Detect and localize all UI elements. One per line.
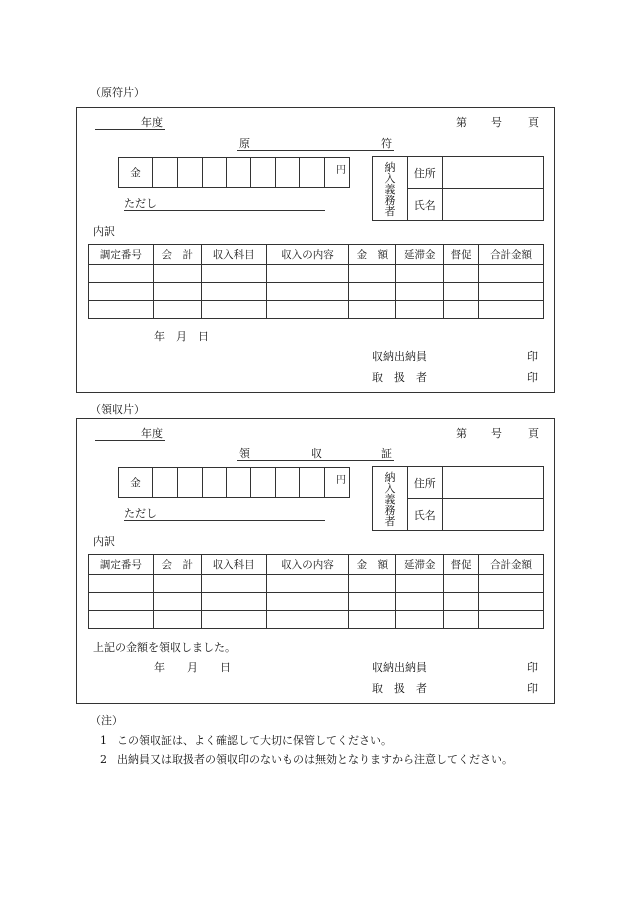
amount-digit[interactable]	[202, 158, 226, 188]
tadashi-label: ただし	[124, 197, 157, 210]
table-cell[interactable]	[266, 301, 349, 319]
col-header: 延滞金	[396, 555, 444, 575]
table-cell[interactable]	[444, 611, 479, 629]
payer-label: 納入義務者	[384, 471, 396, 528]
table-cell[interactable]	[201, 301, 266, 319]
table-cell[interactable]	[153, 283, 201, 301]
amount-digit[interactable]	[226, 468, 251, 498]
note-text: 出納員又は取扱者の領収印のないものは無効となりますから注意してください。	[117, 753, 513, 766]
col-header: 会 計	[153, 245, 201, 265]
tadashi-label: ただし	[124, 507, 157, 520]
amount-label: 金	[119, 158, 153, 188]
table-cell[interactable]	[396, 575, 444, 593]
page-ko: 頁	[528, 116, 539, 129]
table-cell[interactable]	[201, 593, 266, 611]
table-cell[interactable]	[396, 265, 444, 283]
form-title-char: 原	[239, 137, 250, 150]
table-cell[interactable]	[89, 575, 154, 593]
col-header: 督促	[444, 555, 479, 575]
page-go: 号	[491, 116, 502, 129]
page-dai: 第	[456, 427, 467, 440]
name-label: 氏名	[407, 189, 442, 221]
payer-box	[372, 466, 544, 531]
breakdown-table	[88, 554, 544, 629]
form-title-line	[237, 460, 394, 461]
address-label: 住所	[407, 467, 442, 499]
table-cell[interactable]	[396, 283, 444, 301]
table-cell[interactable]	[89, 301, 154, 319]
table-row	[89, 265, 544, 283]
name-field[interactable]	[442, 499, 543, 531]
table-cell[interactable]	[349, 611, 396, 629]
clerk-seal: 印	[527, 350, 538, 363]
table-cell[interactable]	[444, 593, 479, 611]
amount-digit[interactable]	[152, 468, 177, 498]
table-cell[interactable]	[266, 593, 349, 611]
payer-label: 納入義務者	[384, 161, 396, 218]
table-cell[interactable]	[479, 265, 544, 283]
table-cell[interactable]	[266, 575, 349, 593]
page-go: 号	[491, 427, 502, 440]
table-cell[interactable]	[89, 283, 154, 301]
table-cell[interactable]	[89, 265, 154, 283]
address-field[interactable]	[442, 157, 543, 189]
tadashi-line	[124, 210, 325, 211]
table-cell[interactable]	[266, 265, 349, 283]
form-title-line	[237, 150, 394, 151]
date-label: 年 月 日	[154, 661, 231, 674]
table-cell[interactable]	[396, 611, 444, 629]
breakdown-label: 内訳	[93, 225, 115, 238]
clerk-label: 収納出納員	[372, 661, 427, 674]
amount-digit[interactable]	[300, 158, 325, 188]
date-label: 年 月 日	[154, 330, 209, 343]
table-cell[interactable]	[444, 301, 479, 319]
amount-digit[interactable]	[276, 158, 300, 188]
col-header: 収入の内容	[266, 555, 349, 575]
table-cell[interactable]	[349, 301, 396, 319]
received-statement: 上記の金額を領収しました。	[93, 641, 236, 654]
col-header: 調定番号	[89, 245, 154, 265]
address-field[interactable]	[442, 467, 543, 499]
col-header: 合計金額	[479, 245, 544, 265]
amount-boxes	[118, 467, 350, 498]
table-cell[interactable]	[479, 283, 544, 301]
handler-seal: 印	[527, 371, 538, 384]
address-label: 住所	[407, 157, 442, 189]
breakdown-label: 内訳	[93, 535, 115, 548]
table-cell[interactable]	[479, 611, 544, 629]
table-cell[interactable]	[396, 593, 444, 611]
col-header: 収入の内容	[266, 245, 349, 265]
col-header: 会 計	[153, 555, 201, 575]
amount-digit[interactable]	[276, 468, 300, 498]
table-cell[interactable]	[444, 283, 479, 301]
note-text: この領収証は、よく確認して大切に保管してください。	[117, 734, 392, 747]
table-cell[interactable]	[266, 283, 349, 301]
table-cell[interactable]	[201, 575, 266, 593]
form-title-char: 符	[381, 137, 392, 150]
table-cell[interactable]	[444, 575, 479, 593]
fiscal-year-line	[95, 129, 165, 130]
table-row	[89, 611, 544, 629]
table-cell[interactable]	[396, 301, 444, 319]
amount-digit[interactable]	[152, 158, 177, 188]
section-label: （領収片）	[90, 403, 145, 416]
yen-label: 円	[325, 158, 350, 188]
amount-label: 金	[119, 468, 153, 498]
breakdown-table	[88, 244, 544, 319]
section-label: （原符片）	[90, 86, 145, 99]
note-number: 1	[100, 734, 107, 747]
name-label: 氏名	[407, 499, 442, 531]
form-title-char: 証	[381, 447, 392, 460]
page-ko: 頁	[528, 427, 539, 440]
form-title-char: 収	[311, 447, 322, 460]
amount-digit[interactable]	[202, 468, 226, 498]
amount-digit[interactable]	[177, 468, 202, 498]
fiscal-year-line	[95, 440, 165, 441]
amount-digit[interactable]	[251, 468, 276, 498]
table-cell[interactable]	[349, 575, 396, 593]
name-field[interactable]	[442, 189, 543, 221]
page-dai: 第	[456, 116, 467, 129]
amount-digit[interactable]	[300, 468, 325, 498]
amount-digit[interactable]	[177, 158, 202, 188]
table-cell[interactable]	[153, 265, 201, 283]
col-header: 督促	[444, 245, 479, 265]
table-cell[interactable]	[89, 593, 154, 611]
col-header: 調定番号	[89, 555, 154, 575]
table-cell[interactable]	[479, 301, 544, 319]
amount-digit[interactable]	[251, 158, 276, 188]
table-row	[89, 283, 544, 301]
table-cell[interactable]	[89, 611, 154, 629]
amount-digit[interactable]	[226, 158, 251, 188]
col-header: 金 額	[349, 555, 396, 575]
table-row	[89, 301, 544, 319]
table-cell[interactable]	[201, 611, 266, 629]
handler-seal: 印	[527, 682, 538, 695]
table-cell[interactable]	[349, 283, 396, 301]
notes-heading: （注）	[90, 714, 123, 727]
form-title-char: 領	[239, 447, 250, 460]
table-cell[interactable]	[349, 265, 396, 283]
col-header: 金 額	[349, 245, 396, 265]
table-row	[89, 593, 544, 611]
table-cell[interactable]	[349, 593, 396, 611]
payer-label-cell	[373, 157, 408, 221]
note-number: 2	[100, 753, 107, 766]
col-header: 合計金額	[479, 555, 544, 575]
handler-label: 取 扱 者	[372, 371, 427, 384]
table-cell[interactable]	[153, 301, 201, 319]
table-cell[interactable]	[201, 265, 266, 283]
table-row	[89, 575, 544, 593]
table-cell[interactable]	[479, 575, 544, 593]
payer-label-cell	[373, 467, 408, 531]
col-header: 収入科目	[201, 245, 266, 265]
amount-boxes	[118, 157, 350, 188]
fiscal-year-label: 年度	[141, 427, 163, 440]
table-cell[interactable]	[266, 611, 349, 629]
table-cell[interactable]	[479, 593, 544, 611]
table-cell[interactable]	[153, 593, 201, 611]
handler-label: 取 扱 者	[372, 682, 427, 695]
clerk-label: 収納出納員	[372, 350, 427, 363]
table-cell[interactable]	[153, 611, 201, 629]
table-cell[interactable]	[201, 283, 266, 301]
fiscal-year-label: 年度	[141, 116, 163, 129]
payer-box	[372, 156, 544, 221]
tadashi-line	[124, 520, 325, 521]
col-header: 収入科目	[201, 555, 266, 575]
yen-label: 円	[325, 468, 350, 498]
col-header: 延滞金	[396, 245, 444, 265]
table-cell[interactable]	[444, 265, 479, 283]
table-cell[interactable]	[153, 575, 201, 593]
clerk-seal: 印	[527, 661, 538, 674]
